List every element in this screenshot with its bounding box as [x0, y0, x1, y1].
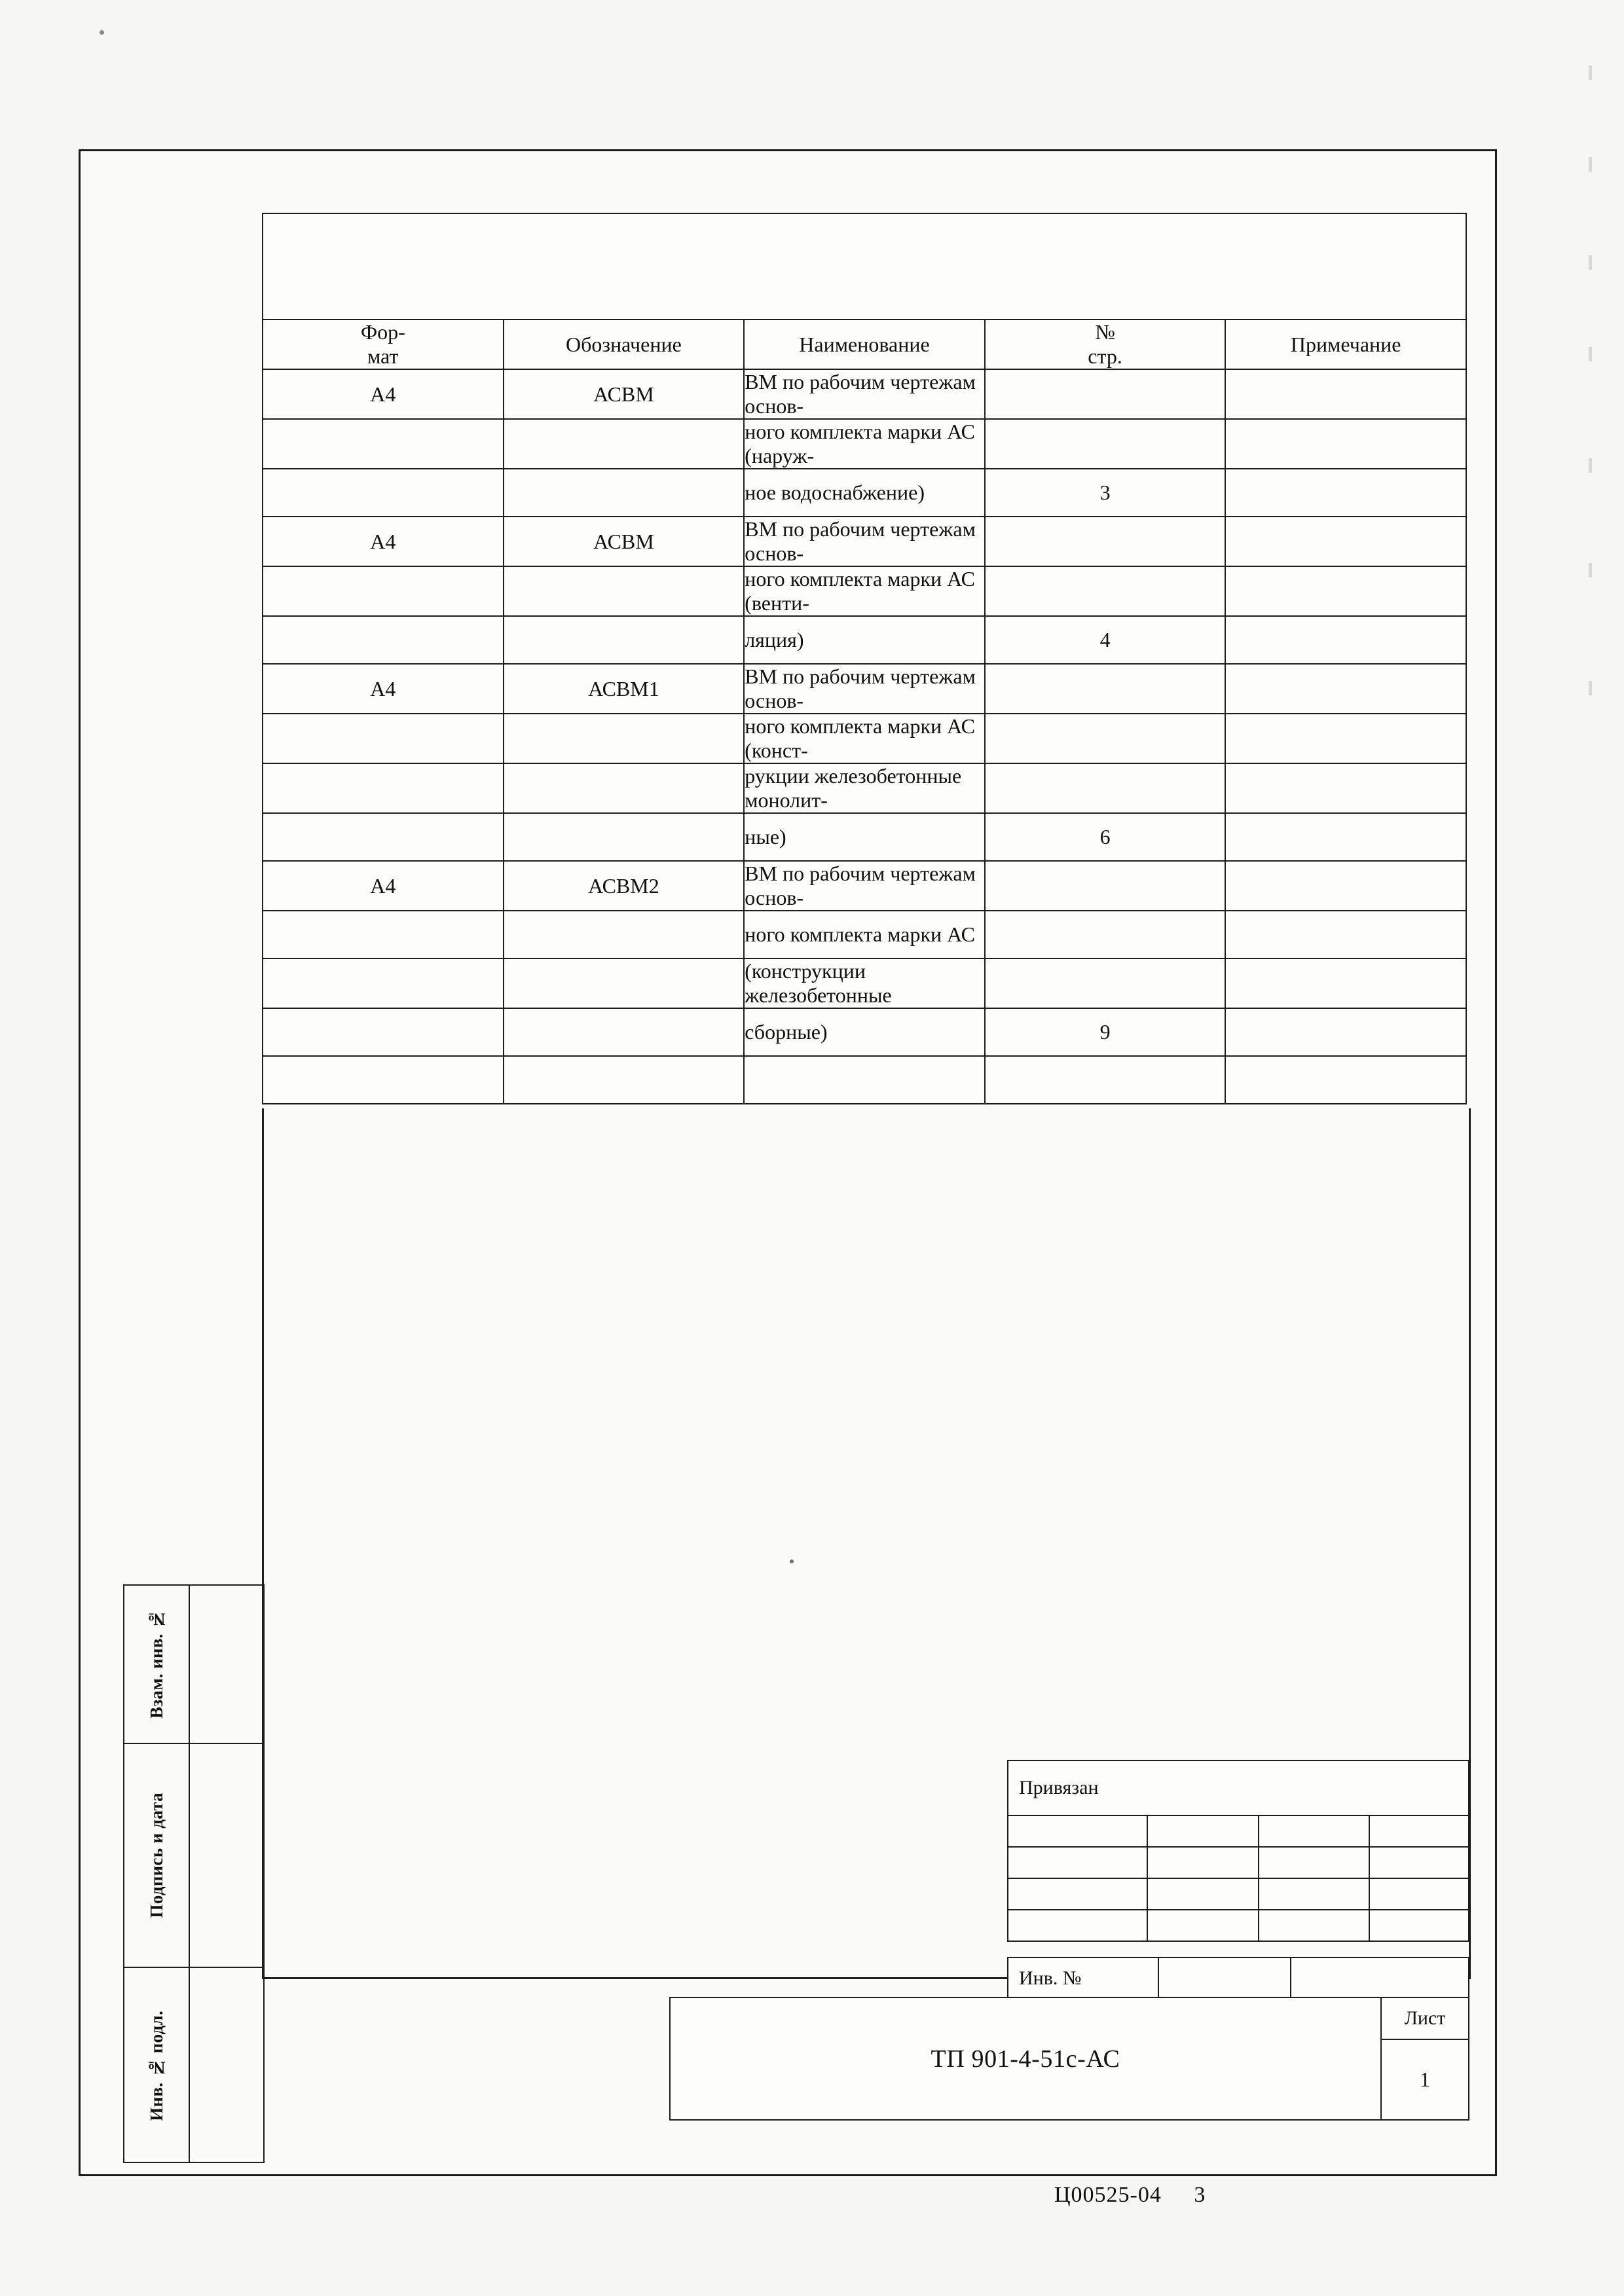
cell-note [1225, 813, 1466, 861]
inventory-number-label: Инв. № [1008, 1958, 1159, 1999]
stamp-label-inv-podl: Инв. № подл. [146, 2010, 166, 2121]
privyazan-row [1008, 1816, 1468, 1848]
cell-designation: АСВМ [504, 517, 745, 566]
table-row [263, 714, 1466, 763]
cell-name: сборные) [744, 1008, 985, 1056]
privyazan-cell [1259, 1879, 1371, 1909]
privyazan-cell [1148, 1848, 1259, 1878]
cell-note [1225, 517, 1466, 566]
table-top-strip-cell [263, 213, 1466, 319]
cell-note [1225, 616, 1466, 664]
cell-name [744, 1056, 985, 1104]
table-row [263, 566, 1466, 616]
table-row [263, 861, 1466, 911]
privyazan-cell [1370, 1879, 1468, 1909]
stamp-row-inv-podl [124, 1968, 263, 2163]
table-row [263, 419, 1466, 469]
title-block-code: ТП 901-4-51с-АС [671, 1998, 1382, 2119]
privyazan-block [1007, 1760, 1469, 1942]
privyazan-cell [1370, 1910, 1468, 1941]
cell-note [1225, 714, 1466, 763]
cell-name: ного комплекта марки АС (конст- [744, 714, 985, 763]
privyazan-cell [1259, 1848, 1371, 1878]
scan-speck [790, 1559, 794, 1563]
cell-format [263, 566, 504, 616]
title-block-sheet [1382, 1998, 1468, 2119]
cell-note [1225, 566, 1466, 616]
register-table [262, 213, 1467, 1104]
privyazan-cell [1370, 1848, 1468, 1878]
cell-page [985, 1056, 1226, 1104]
column-header-note: Примечание [1225, 319, 1466, 369]
table-row [263, 517, 1466, 566]
cell-name: (конструкции железобетонные [744, 958, 985, 1008]
inventory-number-row [1007, 1957, 1469, 2000]
cell-designation [504, 1056, 745, 1104]
cell-format [263, 763, 504, 813]
cell-page [985, 958, 1226, 1008]
privyazan-cell [1008, 1910, 1148, 1941]
column-header-designation: Обозначение [504, 319, 745, 369]
privyazan-cell [1148, 1879, 1259, 1909]
cell-page: 6 [985, 813, 1226, 861]
column-header-format-line1: Фор- [360, 320, 405, 344]
footer-code-value: Ц00525-04 [1054, 2183, 1162, 2207]
cell-format [263, 714, 504, 763]
privyazan-cell [1008, 1848, 1148, 1878]
cell-page [985, 419, 1226, 469]
table-row [263, 763, 1466, 813]
stamp-value-inv-podl [190, 1968, 263, 2163]
cell-format [263, 469, 504, 517]
table-row [263, 1008, 1466, 1056]
cell-note [1225, 958, 1466, 1008]
cell-format: А4 [263, 861, 504, 911]
privyazan-cell [1008, 1879, 1148, 1909]
table-row [263, 911, 1466, 958]
cell-name: ляция) [744, 616, 985, 664]
cell-format: А4 [263, 664, 504, 714]
cell-designation [504, 763, 745, 813]
cell-note [1225, 469, 1466, 517]
table-row [263, 1056, 1466, 1104]
stamp-row-vzam-inv [124, 1586, 263, 1744]
cell-designation [504, 469, 745, 517]
stamp-label-cell [124, 1968, 190, 2163]
cell-format [263, 958, 504, 1008]
cell-designation: АСВМ2 [504, 861, 745, 911]
cell-format [263, 616, 504, 664]
cell-page [985, 911, 1226, 958]
cell-page [985, 566, 1226, 616]
privyazan-cell [1148, 1816, 1259, 1846]
title-block [669, 1997, 1469, 2121]
table-top-strip [263, 213, 1466, 319]
table-row [263, 369, 1466, 419]
cell-page: 4 [985, 616, 1226, 664]
cell-page [985, 763, 1226, 813]
table-row [263, 469, 1466, 517]
cell-page [985, 664, 1226, 714]
column-header-format [263, 319, 504, 369]
privyazan-cell [1259, 1816, 1371, 1846]
privyazan-cell [1259, 1910, 1371, 1941]
cell-note [1225, 1056, 1466, 1104]
cell-designation: АСВМ [504, 369, 745, 419]
cell-designation [504, 714, 745, 763]
cell-note [1225, 369, 1466, 419]
privyazan-cell [1008, 1816, 1148, 1846]
cell-note [1225, 861, 1466, 911]
cell-note [1225, 911, 1466, 958]
stamp-label-podpis-data: Подпись и дата [146, 1793, 166, 1918]
cell-name: ные) [744, 813, 985, 861]
cell-format [263, 419, 504, 469]
scan-edge-marks [1589, 39, 1593, 825]
cell-name: ного комплекта марки АС [744, 911, 985, 958]
cell-page [985, 861, 1226, 911]
cell-page [985, 714, 1226, 763]
cell-page [985, 517, 1226, 566]
cell-designation [504, 616, 745, 664]
cell-name: ВМ по рабочим чертежам основ- [744, 369, 985, 419]
privyazan-title: Привязан [1008, 1761, 1468, 1816]
column-header-page [985, 319, 1226, 369]
table-row [263, 664, 1466, 714]
table-row [263, 958, 1466, 1008]
cell-designation [504, 911, 745, 958]
table-row [263, 616, 1466, 664]
column-header-format-line2: мат [367, 344, 399, 368]
sheet-number: 1 [1420, 2068, 1430, 2091]
cell-name: ВМ по рабочим чертежам основ- [744, 517, 985, 566]
cell-format: А4 [263, 517, 504, 566]
cell-page: 9 [985, 1008, 1226, 1056]
privyazan-row [1008, 1910, 1468, 1941]
cell-designation [504, 419, 745, 469]
table-header-row [263, 319, 1466, 369]
left-vertical-stamp [123, 1584, 265, 2163]
privyazan-grid [1008, 1816, 1468, 1941]
cell-designation [504, 958, 745, 1008]
privyazan-cell [1370, 1816, 1468, 1846]
cell-format [263, 911, 504, 958]
column-header-page-line2: стр. [1088, 344, 1122, 368]
cell-note [1225, 664, 1466, 714]
cell-format [263, 813, 504, 861]
stamp-label-vzam-inv: Взам. инв. № [146, 1609, 166, 1719]
cell-note [1225, 1008, 1466, 1056]
privyazan-row [1008, 1848, 1468, 1879]
privyazan-row [1008, 1879, 1468, 1910]
inventory-number-cell [1291, 1958, 1468, 1999]
cell-note [1225, 763, 1466, 813]
cell-format: А4 [263, 369, 504, 419]
scan-artifact-dot [100, 30, 104, 35]
cell-designation [504, 813, 745, 861]
stamp-label-cell [124, 1586, 190, 1743]
cell-format [263, 1008, 504, 1056]
sheet-label: Лист [1382, 1998, 1468, 2040]
cell-page: 3 [985, 469, 1226, 517]
footer-code [1054, 2183, 1206, 2208]
cell-name: ного комплекта марки АС (венти- [744, 566, 985, 616]
inventory-number-cell [1159, 1958, 1291, 1999]
cell-name: ное водоснабжение) [744, 469, 985, 517]
column-header-name: Наименование [744, 319, 985, 369]
stamp-value-podpis-data [190, 1744, 263, 1967]
stamp-value-vzam-inv [190, 1586, 263, 1743]
footer-page-number: 3 [1194, 2183, 1206, 2207]
cell-note [1225, 419, 1466, 469]
cell-name: ного комплекта марки АС (наруж- [744, 419, 985, 469]
privyazan-cell [1148, 1910, 1259, 1941]
cell-format [263, 1056, 504, 1104]
cell-page [985, 369, 1226, 419]
cell-designation [504, 1008, 745, 1056]
stamp-label-cell [124, 1744, 190, 1967]
cell-designation: АСВМ1 [504, 664, 745, 714]
cell-name: ВМ по рабочим чертежам основ- [744, 664, 985, 714]
cell-name: ВМ по рабочим чертежам основ- [744, 861, 985, 911]
column-header-page-line1: № [1095, 320, 1115, 344]
stamp-row-podpis-data [124, 1744, 263, 1968]
cell-name: рукции железобетонные монолит- [744, 763, 985, 813]
table-row [263, 813, 1466, 861]
cell-designation [504, 566, 745, 616]
